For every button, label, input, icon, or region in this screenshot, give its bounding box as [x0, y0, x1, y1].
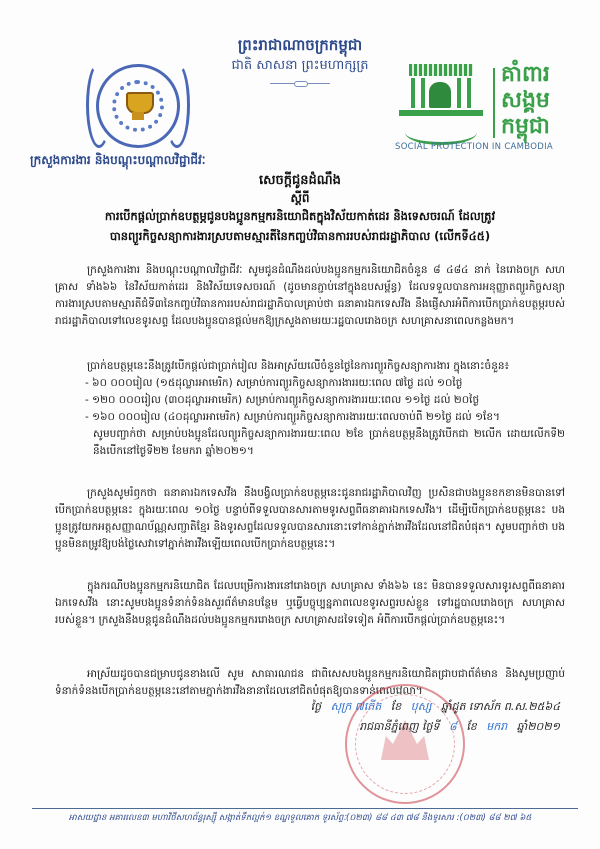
list-item: - ១២០ ០០០រៀល (៣០ដុល្លារអាមេរិក) សម្រាប់ការព្យួរកិច្ចសន្យាការងាររយៈពេល ១១ថ្ងៃ ដល់ ២០ថ្ងៃ [85, 392, 565, 409]
trophy-base-icon [132, 112, 144, 120]
allowance-intro: ប្រាក់ឧបត្ថម្ភនេះនឹងត្រូវបើកផ្តល់ជាប្រាក់រៀល និងអាស្រ័យលើចំនួនថ្ងៃនៃការព្យួរកិច្ចសន្យាការងារ ក្នុងនោះចំនួន៖ [87, 360, 510, 372]
paragraph-3: ក្រសួងសូមរំឭកថា ធនាគារឯកទេសវីង នឹងបង្វិលប្រាក់ឧបត្ថម្ភនេះជូនរាជរដ្ឋាភិបាលវិញ ប្រសិនជាបងប្អូនខកខានមិនបានទៅបើកប្រាក់ឧបត្ថម្ភនេះ ក្នុងរយៈពេល ១០ថ្ងៃ បន្ទាប់ពីទទួលបានសារតាមទូរសព្ទពីធនាគារឯកទេសវីង។ ដើម្បីបើកប្រាក់ឧបត្ថម្ភនេះ បងប្អូនត្រូវយកអត្តសញ្ញាណប័ណ្ណសញ្ជាតិខ្មែរ និងទូរសព្ទដែលទទួលបានសារនោះទៅកាន់ភ្នាក់ងារវីងដែលនៅជិតបំផុត។ សូមបញ្ជាក់ថា បងប្អូនមិនតម្រូវឱ្យបង់ថ្លៃសេវាទៅភ្នាក់ងារវីងឡើយពេលបើកប្រាក់ឧបត្ថម្ភនេះ។ [55, 487, 565, 550]
temple-icon [399, 64, 483, 128]
social-protection-english: SOCIAL PROTECTION IN CAMBODIA [395, 142, 554, 152]
list-item: - ៦០ ០០០រៀល (១៥ដុល្លារអាមេរិក) សម្រាប់ការព្យួរកិច្ចសន្យាការងាររយៈពេល ៧ថ្ងៃ ដល់ ១០ថ្ងៃ [85, 375, 565, 392]
allowance-list [55, 375, 565, 426]
social-protection-logo [395, 58, 595, 158]
footer-address: អាសយដ្ឋាន អគារលេខ៣ មហាវិថីសហព័ន្ធរុស្ស៊ី សង្កាត់ទឹកល្អក់១ ខណ្ឌទួលគោក ទូរស័ព្ទៈ(០២៣) ៨៨ ៤៣ ៧៨ និងទូរសារ :(០២៣) ៨៨ ២៧ ៦៥ [68, 813, 532, 823]
logo-divider [493, 68, 495, 138]
notice-subject: ការបើកផ្តល់ប្រាក់ឧបត្ថម្ភជូនបងប្អូនកម្មករនិយោជិតក្នុងវិស័យកាត់ដេរ និងទេសចរណ៍ ដែលត្រូវ បានព្យួរកិច្ចសន្យាការងារស្របតាមស្មារតីនៃកញ្ចប់វិធានការរបស់រាជរដ្ឋាភិបាល (លើកទី៤៥) [104, 209, 496, 243]
footer-divider [32, 808, 578, 809]
handwritten-lunar-day: សុក្រ ៧កើត [330, 700, 382, 713]
ministry-logo [90, 58, 186, 154]
kingdom-title: ព្រះរាជាណាចក្រកម្ពុជា [237, 36, 363, 54]
solar-date: រាជធានីភ្នំពេញ ថ្ងៃទី ៨ ខែ មករា ឆ្នាំ២០២១ [359, 720, 560, 733]
family-icon [429, 82, 451, 108]
list-item: - ១៦០ ០០០រៀល (៤០ដុល្លារអាមេរិក) សម្រាប់ការព្យួរកិច្ចសន្យាការងាររយៈពេលចាប់ពី ២១ថ្ងៃ ដល់ ១ខែ។ [85, 409, 565, 426]
paragraph-5: អាស្រ័យដូចបានជម្រាបជូនខាងលើ សូម សាធារណជន ជាពិសេសបងប្អូនកម្មករនិយោជិតជ្រាបជាព័ត៌មាន និងសូមប្រញាប់ទំនាក់ទំនងបើកប្រាក់ឧបត្ថម្ភនេះនៅតាមភ្នាក់ងារវីងនានាដែលនៅជិតបំផុតឱ្យបានទាន់ពេលវេលា។ [55, 668, 565, 697]
handwritten-lunar-month: បុស្ស [410, 700, 432, 713]
lunar-date: ថ្ងៃ សុក្រ ៧កើត ខែ បុស្ស ឆ្នាំជូត ទោស័ក ព.ស.២៥៦៤ [310, 700, 560, 713]
allowance-note: សូមបញ្ជាក់ថា សម្រាប់បងប្អូនដែលព្យួរកិច្ចសន្យាការងាររយៈពេល ២ខែ ប្រាក់ឧបត្ថម្ភនឹងត្រូវបើកជា ២លើក ដោយលើកទី២ នឹងបើកនៅថ្ងៃទី២២ ខែមករា ឆ្នាំ២០២១។ [93, 428, 565, 457]
notice-title: សេចក្តីជូនដំណឹង [259, 173, 341, 188]
handwritten-solar-month: មករា [486, 720, 508, 733]
notice-subject-label: ស្តីពី [290, 191, 310, 205]
paragraph-4: ក្នុងករណីបងប្អូនកម្មករនិយោជិត ដែលបម្រើការងារនៅរោងចក្រ សហគ្រាស ទាំង៦៦ នេះ មិនបានទទួលសារទូរសព្ទពីធនាគារឯកទេសវីង នោះសូមបងប្អូនទំនាក់ទំនងសួរព័ត៌មានបន្ថែម ឬធ្វើបច្ចុប្បន្នភាពលេខទូរសព្ទរបស់ខ្លួន ទៅរដ្ឋបាលរោងចក្រ សហគ្រាសរបស់ខ្លួន។ ក្រសួងនឹងបន្តជូនដំណឹងដល់បងប្អូនកម្មកររោងចក្រ សហគ្រាសដទៃទៀត អំពីការបើកផ្តល់ប្រាក់ឧបត្ថម្ភនេះ។ [55, 580, 565, 626]
kingdom-motto: ជាតិ សាសនា ព្រះមហាក្សត្រ [231, 58, 369, 73]
ornament-divider-icon [270, 80, 330, 86]
handwritten-solar-day: ៨ [449, 720, 457, 733]
trophy-icon [126, 92, 154, 114]
paragraph-1: ក្រសួងការងារ និងបណ្តុះបណ្តាលវិជ្ជាជីវៈ សូមជូនដំណឹងដល់បងប្អូនកម្មករនិយោជិតចំនួន ៨ ៤៨៤ នាក់ នៃរោងចក្រ សហគ្រាស ទាំង៦៦ នៃវិស័យកាត់ដេរ និងវិស័យទេសចរណ៍ (ដូចមានភ្ជាប់នៅក្នុងឧបសម្ព័ន្ធ) ដែលទទួលបានការអនុញ្ញាតព្យួរកិច្ចសន្យាការងារស្របតាមស្មារតីជំទី៣នៃកញ្ចប់វិធានការរបស់រាជរដ្ឋាភិបាលគ្រាប់ថា ធនាគារឯកទេសវីង នឹងផ្ញើសារអំពីការបើកប្រាក់ឧបត្ថម្ភរបស់រាជរដ្ឋាភិបាលទៅលេខទូរសព្ទ ដែលបងប្អូនបានផ្តល់មកឱ្យក្រសួងតាមរយៈរដ្ឋបាលរោងចក្រ សហគ្រាសនាពេលកន្លងមក។ [55, 264, 565, 327]
ministry-name: ក្រសួងការងារ និងបណ្តុះបណ្តាលវិជ្ជាជីវៈ [30, 153, 206, 167]
social-protection-khmer: គាំពារ សង្គម កម្ពុជា [501, 62, 550, 139]
kingdom-heading [200, 34, 400, 86]
paragraph-2 [55, 358, 565, 460]
